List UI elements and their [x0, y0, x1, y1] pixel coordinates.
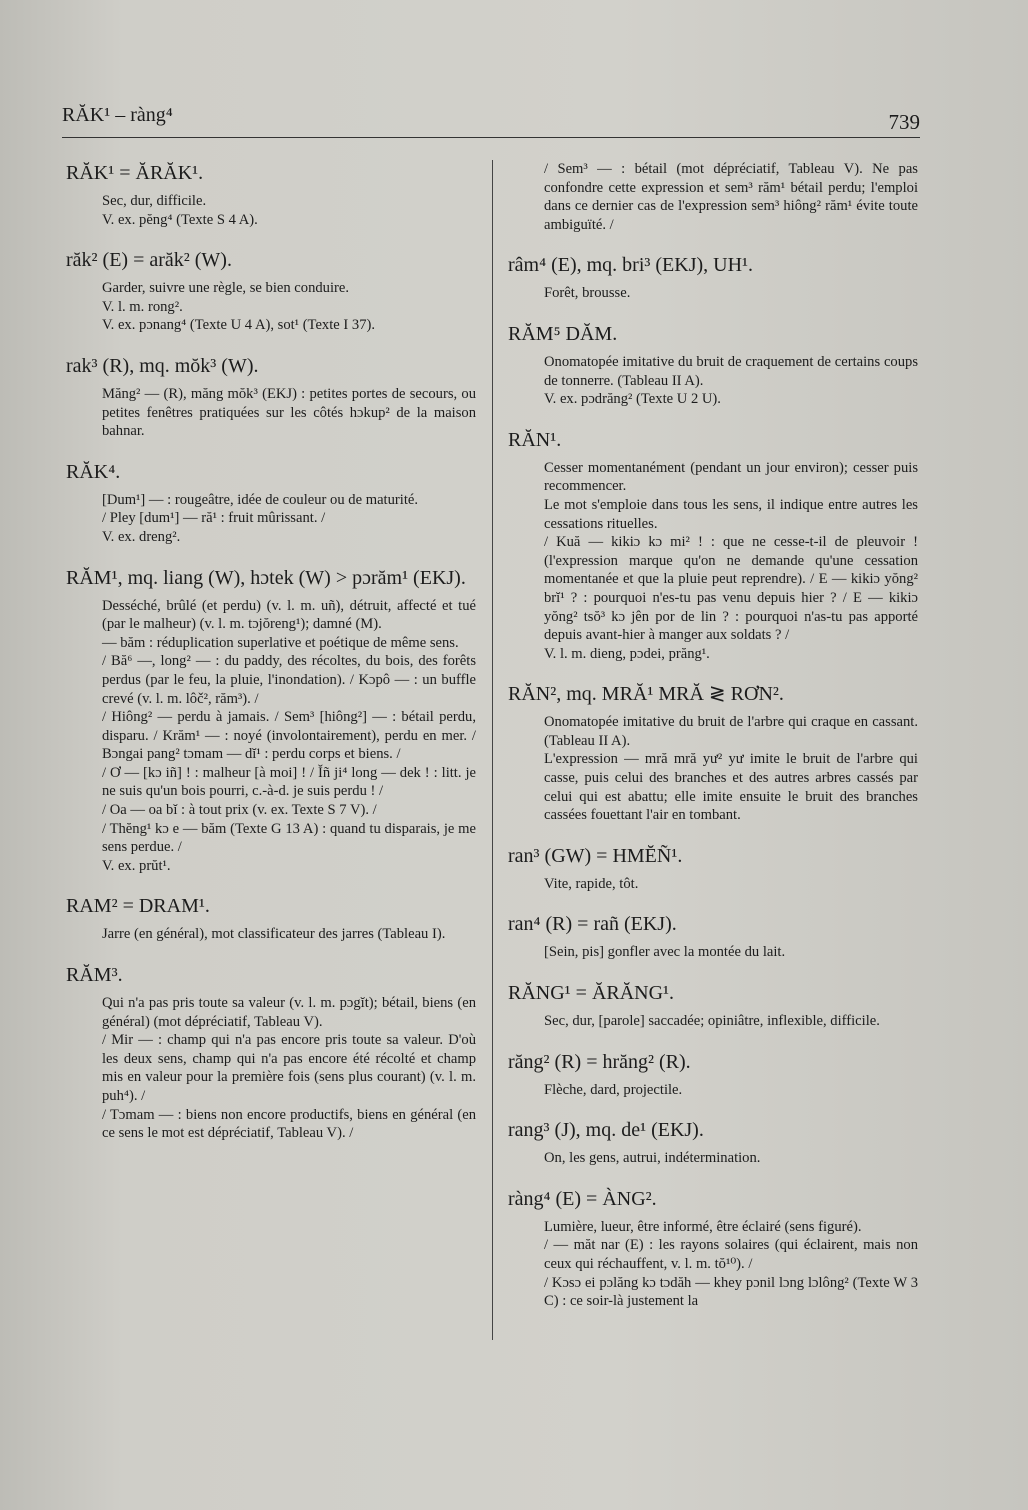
dictionary-entry: [508, 160, 918, 234]
entry-line: Qui n'a pas pris toute sa valeur (v. l. m. pɔgĭt); bétail, biens (en général) (mot dépréciatif, Tableau V).: [102, 995, 476, 1030]
entry-line: / — măt nar (E) : les rayons solaires (qui éclairent, mais non ceux qui réchauffent, v. l. m. tŏ¹⁰). /: [544, 1237, 918, 1272]
entry-headword: RĂK⁴.: [66, 460, 121, 483]
entry-line: / Bă⁶ —, long² — : du paddy, des récoltes, du bois, des forêts perdus (par le feu, la pluie, l'inondation). / Kɔpô — : un buffle crevé (v. l. m. lôč², răm³). /: [102, 653, 476, 707]
dictionary-entry: [66, 247, 476, 335]
page-number: 739: [888, 110, 920, 134]
entry-headword: RĂNG¹ = ĂRĂNG¹.: [508, 982, 675, 1005]
dictionary-entry: [508, 681, 918, 825]
entry-line: Desséché, brûlé (et perdu) (v. l. m. uñ), détruit, affecté et tué (par le malheur) (v. l. m. tɔjŏreng¹); damné (M).: [102, 597, 476, 633]
entry-line: / Pley [dum¹] — ră¹ : fruit mûrissant. /: [102, 510, 326, 527]
entry-headword: RĂN¹.: [508, 428, 562, 451]
entry-line: Forêt, brousse.: [544, 285, 631, 302]
dictionary-entry: [508, 1186, 918, 1311]
entry-line: / Kɔsɔ ei pɔlăng kɔ tɔdăh — khey pɔnil lɔng lɔlông² (Texte W 3 C) : ce soir-là justement la: [544, 1274, 918, 1310]
entry-line: V. ex. dreng².: [102, 528, 181, 545]
entry-line: / Thĕng¹ kɔ e — băm (Texte G 13 A) : quand tu disparais, je me sens perdue. /: [102, 820, 476, 856]
running-head: RĂK¹ – ràng⁴: [62, 104, 173, 126]
entry-line: Sec, dur, [parole] saccadée; opiniâtre, inflexible, difficile.: [544, 1013, 880, 1030]
entry-headword: rak³ (R), mq. mŏk³ (W).: [66, 354, 259, 377]
entry-line: [Dum¹] — : rougeâtre, idée de couleur ou de maturité.: [102, 491, 418, 508]
entry-line: Flèche, dard, projectile.: [544, 1081, 683, 1098]
entry-line: / Mir — : champ qui n'a pas encore pris toute sa valeur. D'où les deux sens, champ qui n'a pas encore été récolté et champ mis en valeur pour la première fois (sens plus courant) (v. l. m. puh⁴). /: [102, 1032, 476, 1104]
right-column: [508, 160, 918, 1329]
column-divider: [492, 160, 493, 1340]
entry-headword: ràng⁴ (E) = ÀNG².: [508, 1187, 657, 1210]
entry-headword: ran³ (GW) = HMĔÑ¹.: [508, 844, 683, 867]
entry-line: V. ex. prŭt¹.: [102, 857, 171, 874]
dictionary-entry: [508, 843, 918, 894]
entry-line: Onomatopée imitative du bruit de l'arbre qui craque en cassant. (Tableau II A).: [544, 714, 918, 749]
entry-line: / Ơ — [kɔ iñ] ! : malheur [à moi] ! / Ĭñ ji⁴ long — dek ! : litt. je ne suis qu'un bois pourri, c.-à-d. je suis perdu ! /: [102, 764, 476, 800]
dictionary-entry: [508, 1049, 918, 1100]
entry-line: / Kuă — kikiɔ kɔ mi² ! : que ne cesse-t-il de pleuvoir ! (l'expression marque qu'on ne demande qu'une cessation momentanée et que la pluie peut reprendre). / E — kikiɔ yŏng² brĭ¹ ? : pourquoi n'es-tu pas venu depuis hier ? / E — kikiɔ yŏng² tsŏ³ kɔ jên por de lin ? : pourquoi n'as-tu pas apporté depuis avant-hier à manger aux soldats ? /: [544, 534, 918, 644]
dictionary-entry: [66, 565, 476, 876]
header-rule: [62, 137, 920, 138]
dictionary-entry: [508, 427, 918, 664]
entry-headword: rang³ (J), mq. de¹ (EKJ).: [508, 1119, 704, 1142]
entry-line: Le mot s'emploie dans tous les sens, il indique entre autres les cessations rituelles.: [544, 496, 918, 532]
entry-headword: RAM² = DRAM¹.: [66, 895, 210, 918]
entry-line: On, les gens, autrui, indétermination.: [544, 1150, 761, 1167]
entry-line: Jarre (en général), mot classificateur des jarres (Tableau I).: [102, 926, 446, 943]
entry-line: Vite, rapide, tôt.: [544, 875, 639, 892]
entry-line: V. ex. pɔdrăng² (Texte U 2 U).: [544, 391, 721, 408]
entry-line: Onomatopée imitative du bruit de craquement de certains coups de tonnerre. (Tableau II A).: [544, 353, 918, 389]
entry-line: — băm : réduplication superlative et poétique de même sens.: [102, 634, 459, 651]
entry-line: Măng² — (R), măng mŏk³ (EKJ) : petites portes de secours, ou petites fenêtres pratiquées sur les côtés hɔkup² de la maison bahnar.: [102, 385, 476, 440]
entry-line: V. l. m. dieng, pɔdei, prăng¹.: [544, 645, 710, 662]
entry-line: V. ex. pɔnang⁴ (Texte U 4 A), sot¹ (Texte I 37).: [102, 317, 376, 334]
entry-headword: RĂM³.: [66, 964, 123, 987]
dictionary-entry: [66, 459, 476, 547]
dictionary-entry: [508, 980, 918, 1031]
entry-headword: râm⁴ (E), mq. bri³ (EKJ), UH¹.: [508, 254, 754, 277]
entry-line: Lumière, lueur, être informé, être éclairé (sens figuré).: [544, 1218, 862, 1235]
entry-headword: RĂN², mq. MRĂ¹ MRĂ ≷ RƠN².: [508, 683, 784, 706]
entry-headword: RĂM¹, mq. liang (W), hɔtek (W) > pɔrăm¹ (EKJ).: [66, 566, 466, 589]
dictionary-entry: [66, 962, 476, 1143]
entry-headword: răng² (R) = hrăng² (R).: [508, 1050, 691, 1073]
dictionary-entry: [66, 353, 476, 441]
entry-line: L'expression — mră mră yư² yư imite le bruit de l'arbre qui casse, puis celui des branches et des autres arbres cassés par celui qui est abattu; elle imite ensuite le bruit des branches cassées fouettant l'air en tombant.: [544, 751, 918, 824]
dictionary-entry: [66, 160, 476, 229]
entry-headword: ran⁴ (R) = rañ (EKJ).: [508, 913, 677, 936]
entry-line: / Tɔmam — : biens non encore productifs, biens en général (en ce sens le mot est dépréciatif, Tableau V). /: [102, 1106, 476, 1142]
entry-line: / Sem³ — : bétail (mot dépréciatif, Tableau V). Ne pas confondre cette expression et sem³ răm¹ bétail perdu; l'emploi dans ce dernier cas de l'expression sem³ hiông² răm¹ évite toute ambiguïté. /: [544, 161, 918, 233]
entry-line: Garder, suivre une règle, se bien conduire.: [102, 280, 350, 297]
entry-headword: RĂM⁵ DĂM.: [508, 322, 618, 345]
left-column: [66, 160, 476, 1161]
entry-line: [Sein, pis] gonfler avec la montée du lait.: [544, 944, 786, 961]
entry-line: / Oa — oa bĭ : à tout prix (v. ex. Texte S 7 V). /: [102, 802, 377, 819]
entry-line: V. ex. pĕng⁴ (Texte S 4 A).: [102, 211, 258, 228]
dictionary-entry: [66, 893, 476, 944]
dictionary-entry: [508, 911, 918, 962]
entry-line: V. l. m. rong².: [102, 298, 183, 315]
entry-line: Sec, dur, difficile.: [102, 193, 207, 209]
dictionary-entry: [508, 252, 918, 303]
entry-line: / Hiông² — perdu à jamais. / Sem³ [hiông²] — : bétail perdu, disparu. / Krăm¹ — : noyé (involontairement), perdu en mer. / Bɔngai pang² tɔmam — dĭ¹ : perdu corps et biens. /: [102, 709, 476, 763]
entry-headword: RĂK¹ = ĂRĂK¹.: [66, 162, 204, 184]
dictionary-entry: [508, 321, 918, 409]
entry-line: Cesser momentanément (pendant un jour environ); cesser puis recommencer.: [544, 459, 918, 495]
entry-headword: răk² (E) = arăk² (W).: [66, 249, 232, 272]
dictionary-entry: [508, 1117, 918, 1168]
